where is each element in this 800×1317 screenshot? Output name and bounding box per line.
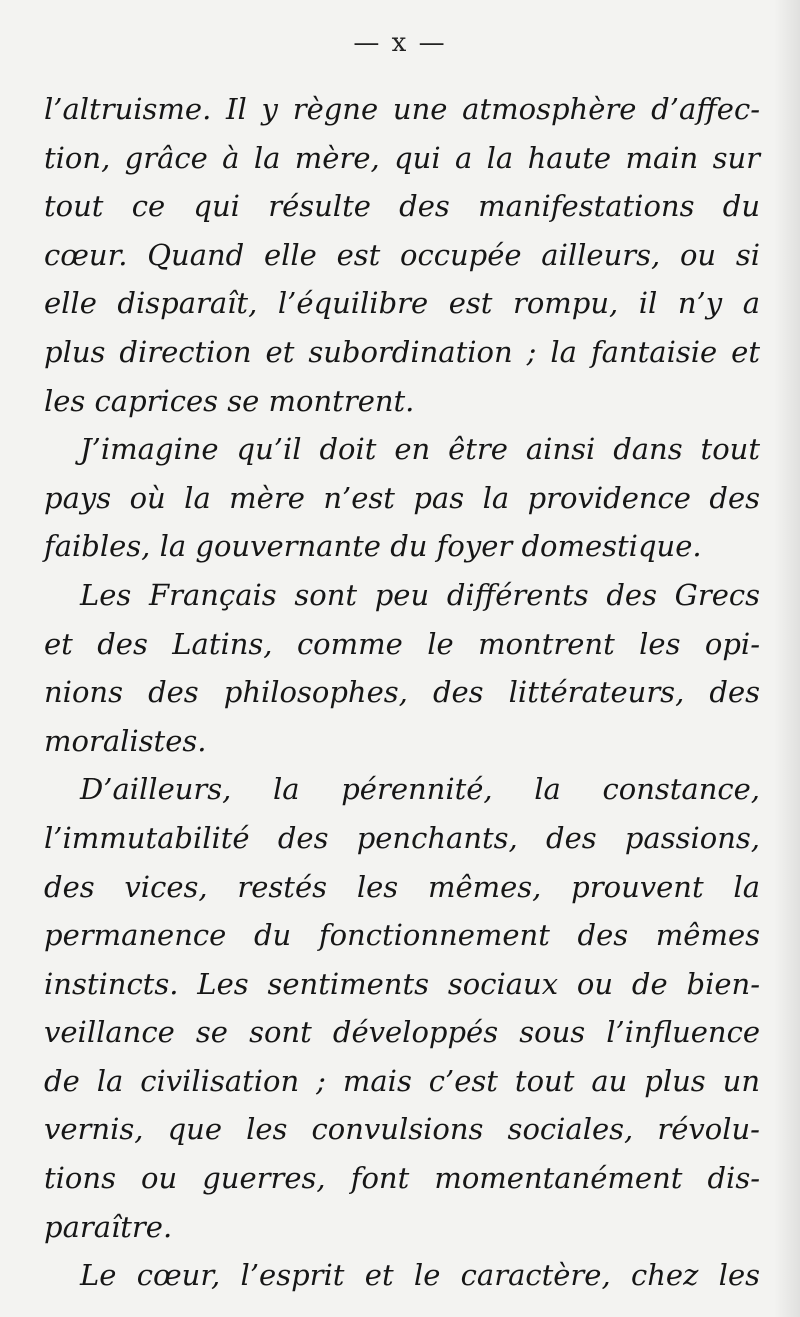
text-line: vernis, que les convulsions sociales, révolu-	[44, 1112, 760, 1147]
text-line: de la civilisation ; mais c’est tout au plus un	[44, 1063, 760, 1098]
text-line: l’immutabilité des penchants, des passions,	[44, 820, 760, 855]
text-line: tion, grâce à la mère, qui a la haute main sur	[44, 140, 760, 175]
text-line: moralistes.	[44, 723, 207, 758]
text-line: D’ailleurs, la pérennité, la constance,	[80, 772, 760, 807]
text-line: Le cœur, l’esprit et le caractère, chez les	[80, 1258, 760, 1293]
text-line: permanence du fonctionnement des mêmes	[44, 918, 760, 953]
text-line: paraître.	[44, 1209, 173, 1244]
text-line: nions des philosophes, des littérateurs, des	[44, 675, 760, 710]
text-line: pays où la mère n’est pas la providence des	[44, 480, 760, 515]
text-line: instincts. Les sentiments sociaux ou de bien-	[44, 966, 760, 1001]
text-line: veillance se sont développés sous l’influence	[44, 1015, 760, 1050]
text-line: l’altruisme. Il y règne une atmosphère d’affec-	[44, 92, 760, 126]
text-line: tions ou guerres, font momentanément dis-	[44, 1161, 760, 1196]
text-line: cœur. Quand elle est occupée ailleurs, ou si	[44, 237, 760, 272]
text-line: Les Français sont peu différents des Grecs	[80, 577, 760, 612]
page-number: — x —	[353, 28, 447, 58]
text-line: les caprices se montrent.	[44, 383, 415, 418]
text-line: et des Latins, comme le montrent les opi-	[44, 626, 760, 661]
text-line: plus direction et subordination ; la fantaisie et	[44, 334, 760, 369]
text-line: tout ce qui résulte des manifestations du	[44, 189, 760, 224]
body-text	[44, 85, 760, 1300]
page-edge-shadow	[774, 0, 800, 1317]
text-line: elle disparaît, l’équilibre est rompu, il n’y a	[44, 286, 760, 321]
text-line: J’imagine qu’il doit en être ainsi dans tout	[80, 432, 760, 467]
text-line: des vices, restés les mêmes, prouvent la	[44, 869, 760, 904]
text-line: faibles, la gouvernante du foyer domestique.	[44, 529, 702, 564]
